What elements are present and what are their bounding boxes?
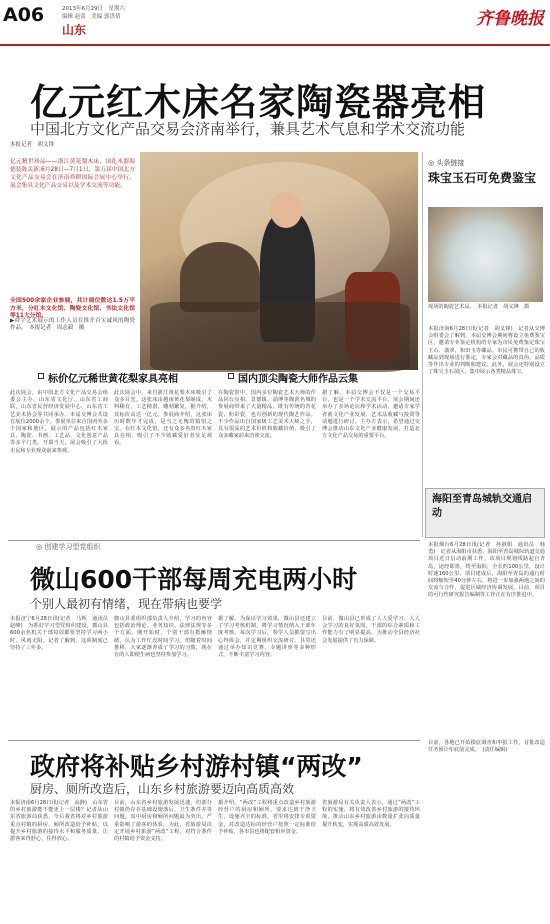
main-subheadline: 中国北方文化产品交易会济南举行，兼具艺术气息和学术交流功能: [30, 120, 466, 138]
story3-headline: 政府将补贴乡村游村镇“两改”: [30, 752, 363, 781]
story2-headline: 微山600干部每周充电两小时: [30, 565, 358, 594]
page-date: 2013年6月29日 星期六: [62, 6, 125, 12]
body-column: 本报济南6月28日讯(记者 高静) 山东省的乡村旅游能不能更上一层楼？记者从山东省旅游局获悉，今后我省将对乡村旅游重点村镇的厨房、厕所改造给予补贴，以提升乡村旅游的接待水平和服务质量，让游客来得舒心、住得放心。: [10, 800, 108, 843]
subhead-marker: [38, 373, 44, 379]
header-rule: [0, 44, 550, 46]
story-divider: [8, 540, 420, 541]
story2-subheadline: 个别人最初有情绪，现在带病也要学: [30, 597, 223, 611]
page-editor: 编辑 赵蕾 美编 郭洪倩: [62, 14, 121, 20]
body-column: 据介绍，“两改”工程将重点改造乡村旅游经营户的厨房和厕所，要求达到干净卫生、设施齐全的标准。省里将安排专项资金，对改造达标的经营户按照一定标准给予补贴，各市县也将配套相应资金。: [218, 800, 316, 835]
sidebar-tag: ◎ 头条链接: [428, 159, 465, 167]
main-byline: 本报记者 胡义锋: [10, 142, 55, 148]
body-column: 省旅游局有关负责人表示，通过“两改”工程的实施，将有效改善乡村旅游的接待环境，推动山东乡村旅游由数量扩张向质量提升转变，实现高质高效发展。: [322, 800, 420, 828]
main-photo: [140, 152, 418, 370]
body-column: 在陶瓷馆中，国内多位陶瓷艺术大师的作品同台亮相。景德镇、淄博等陶瓷名城的参展商带来了大量精品，既有传统的青花瓷、粉彩瓷，也有创新的现代陶艺作品。不少作品出自国家级工艺美术大师之手，具有很高的艺术价值和收藏价值，吸引了众多藏家前来洽谈交流。: [218, 390, 316, 440]
story-divider: [8, 740, 420, 741]
sidebar-caption: 现场的陶瓷艺术品。 本报记者 胡义锋 摄: [428, 304, 530, 310]
story2-tag: ◎ 创建学习型党组织: [36, 543, 101, 551]
column-divider: [422, 152, 423, 537]
sidebar-headline: 珠宝玉石可免费鉴宝: [428, 171, 537, 185]
body-column: 据了解，为保证学习效果，微山县还建立了学习考核机制，将学习情况纳入干部年度考核。每次学习后，参学人员都要写出心得体会，并定期组织交流研讨。县里还通过举办知识竞赛、专题讲座等多种形式，不断丰富学习内容。: [218, 616, 316, 659]
photo-caption: ▶舜宇艺术展示的工作人员在推介百宝诚风的陶瓷作品。 本报记者 周志毅 摄: [10, 318, 135, 332]
sidebar-body: 本报济南6月28日讯(记者 胡义锋) 记者从交博会组委会了解到，本届交博会期间将设立免费鉴宝区，邀请专业鉴定机构的专家为市民免费鉴定珠宝玉石、翡翠、和田玉等藏品。市民可携带自己的收藏品到现场进行鉴定，专家会对藏品的真伪、品质等作出专业的判断和建议。此外，展会还特别设立了珠宝玉石展区，集中展示各类精品珠宝。: [428, 326, 545, 376]
body-column: 目前，山东省乡村旅游发展迅速，但部分村镇仍存在基础设施落后、卫生条件差等问题，其中厨房和厕所问题最为突出，严重影响了游客的体验。为此，省旅游局决定开展乡村旅游“两改”工程，对符合条件的村镇给予资金支持。: [114, 800, 212, 843]
body-column: 此次展会中，来自浙江黄花梨木床吸引了众多目光。这张床由越南黄花梨制成，木料稀有，工艺精湛，雕刻繁复，据介绍，其标价高达一亿元。参展商介绍，这张床历时数年才完成，是当之无愧的镇馆之宝。在红木文化馆，还有众多名贵红木家具亮相，吸引了不少收藏爱好者驻足观看。: [114, 390, 212, 447]
main-lead-2: 全国500余家企业参展，共计展位数达1.5万平方米，分红木文化馆、陶瓷文化馆、书法文化馆等11大分馆。: [10, 298, 135, 319]
body-column: 微山县委组织部负责人介绍，学习的内容包括政治理论、业务知识、法律法规等多个方面。刚开始时，个别干部有抵触情绪，认为工作忙没时间学习。但随着时间推移，大家逐渐养成了学习的习惯，现在有的人即使生病也坚持参加学习。: [114, 616, 212, 659]
body-column: 此次展会，由中国北方文化产品交易会组委会主办，山东省文化厅、山东省工商联、山东省民营经济发展中心、山东省工艺美术协会等共同承办。本届交博会共设有展位2000余个，参展单位来自国内外多个国家和地区，展示的产品包括红木家具、陶瓷、书画、工艺品、文化创意产品等多个门类。开幕当天，展会吸引了大批市民和专业观众前来参观。: [10, 390, 108, 454]
box-body: 本报烟台6月28日讯(记者 孙淑娟 通讯员 韩勇) 记者从海阳市获悉，海阳至青岛城际轨道交通项目近日启动前期工作。该项目规划线路起自青岛，途经即墨，终至海阳，全长约100公里，设计时速160公里。项目建成后，海阳至青岛的通行时间将缩短至40分钟左右，将进一步加强两地之间的交流与合作，促进区域经济协调发展。目前，项目的可行性研究报告编制等工作正在有序推进中。: [428, 542, 545, 599]
box-headline: 海阳至青岛城轨交通启动: [432, 494, 532, 519]
body-column: 据了解，本届交博会不仅是一个交易平台，也是一个学术交流平台。展会期间还举办了多场论坛和学术活动，邀请专家学者就文化产业发展、艺术品收藏与投资等话题进行研讨。主办方表示，希望通过交博会推动山东文化产业健康发展，打造北方文化产品交易的重要平台。: [322, 390, 420, 440]
main-lead: 亿元精世珍品——浙江黄花梨木床、国礼木器海德装陈关新;6月28日—7月1日，第五届中国北方文化产品交易会在济南舜耕国际会展中心举行。展会集具文化产品交易以及学术交流等功能。: [10, 159, 135, 189]
page-meta: [62, 5, 125, 21]
story3-subheadline: 厨房、厕所改造后，山东乡村旅游要迈向高质高效: [30, 782, 295, 796]
section-name: 山东: [62, 23, 87, 37]
sidebar-photo: [428, 207, 543, 302]
main-headline: 亿元红木床名家陶瓷器亮相: [30, 81, 486, 124]
page-number: A06: [3, 4, 45, 26]
subhead-ceramics: 国内顶尖陶瓷大师作品云集: [238, 374, 358, 385]
subhead-huanghuali: 标价亿元稀世黄花梨家具亮相: [48, 374, 178, 385]
masthead-logo: 齐鲁晚报: [476, 9, 544, 29]
subhead-marker: [228, 373, 234, 379]
body-column: 目前，微山县已形成了人人爱学习、人人会学习的良好氛围，干部的综合素质和工作能力有了明显提高，为推动全县经济社会发展提供了有力保障。: [322, 616, 420, 644]
body-column: 目前，各地已开始摸底调查和申报工作，首批改造任务预计年底前完成。 (责任编辑): [428, 740, 545, 754]
body-column: 本报济宁6月28日讯(记者 马辉 通讯员 赵峰) 为抓好学习型党组织建设，微山县600余名机关干部每周都要坚持学习两小时，风雨无阻。记者了解到，这项制度已坚持了三年多。: [10, 616, 114, 651]
